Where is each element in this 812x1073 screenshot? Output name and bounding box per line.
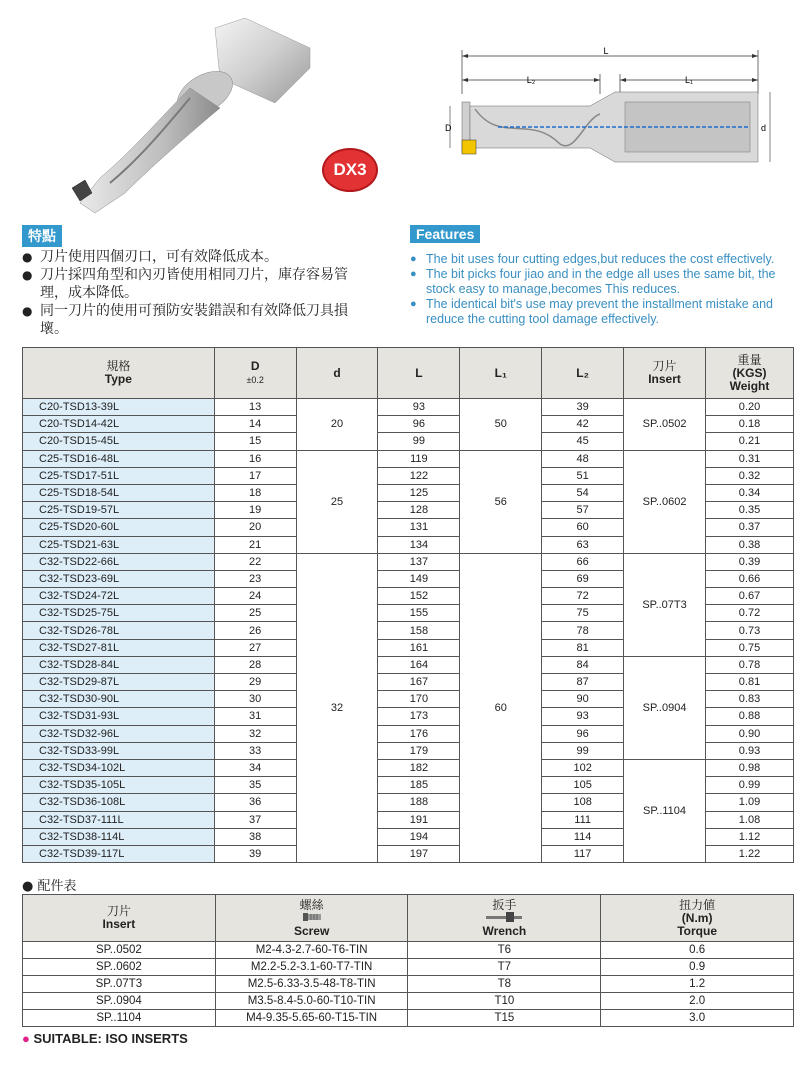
cell-weight: 1.22 [706, 845, 794, 862]
cell-D: 16 [214, 450, 296, 467]
table-row [23, 993, 794, 1010]
cell-D: 36 [214, 794, 296, 811]
cell-L2: 99 [542, 742, 624, 759]
cell-L: 194 [378, 828, 460, 845]
dim-label-l1: L₁ [684, 75, 694, 85]
cell-L2: 84 [542, 656, 624, 673]
acc-header-torque: 扭力値 (N.m) Torque [601, 895, 794, 942]
cell-type: C32-TSD39-117L [23, 845, 215, 862]
acc-cell-wrench: T15 [408, 1010, 601, 1027]
acc-cell-screw: M2.5-6.33-3.5-48-T8-TIN [215, 976, 408, 993]
cell-D: 39 [214, 845, 296, 862]
cell-weight: 0.34 [706, 484, 794, 501]
cell-L: 96 [378, 416, 460, 433]
cell-type: C32-TSD26-78L [23, 622, 215, 639]
cell-L2: 42 [542, 416, 624, 433]
cell-weight: 0.78 [706, 656, 794, 673]
suitable-note: ● SUITABLE: ISO INSERTS [22, 1031, 188, 1046]
cell-weight: 0.66 [706, 570, 794, 587]
cell-insert: SP..0904 [624, 656, 706, 759]
cell-L2: 105 [542, 777, 624, 794]
table-row [23, 399, 794, 416]
cell-L: 191 [378, 811, 460, 828]
spec-table [22, 347, 794, 863]
cell-weight: 0.31 [706, 450, 794, 467]
dim-label-D: D [445, 123, 452, 133]
cell-type: C32-TSD38-114L [23, 828, 215, 845]
cell-type: C20-TSD15-45L [23, 433, 215, 450]
dim-label-l: L [603, 46, 609, 56]
cell-weight: 0.21 [706, 433, 794, 450]
dimension-diagram [440, 44, 780, 174]
cell-insert: SP..1104 [624, 759, 706, 862]
cell-type: C32-TSD27-81L [23, 639, 215, 656]
wrench-icon [486, 912, 522, 922]
cell-L2: 63 [542, 536, 624, 553]
cell-D: 26 [214, 622, 296, 639]
cell-L2: 111 [542, 811, 624, 828]
acc-cell-wrench: T7 [408, 959, 601, 976]
cell-L: 128 [378, 502, 460, 519]
cell-L: 173 [378, 708, 460, 725]
cell-L: 167 [378, 674, 460, 691]
cell-type: C25-TSD19-57L [23, 502, 215, 519]
cell-L2: 72 [542, 588, 624, 605]
cell-L1: 60 [460, 553, 542, 862]
cell-D: 13 [214, 399, 296, 416]
acc-cell-wrench: T10 [408, 993, 601, 1010]
cell-L: 137 [378, 553, 460, 570]
accessories-table-body [23, 942, 794, 1027]
cell-weight: 0.81 [706, 674, 794, 691]
table-row [23, 1010, 794, 1027]
cell-D: 24 [214, 588, 296, 605]
feature-zh-item: ● 刀片採四角型和內刃皆使用相同刀片，庫存容易管理，成本降低。 [22, 266, 357, 302]
acc-cell-torque: 1.2 [601, 976, 794, 993]
cell-weight: 0.20 [706, 399, 794, 416]
cell-D: 21 [214, 536, 296, 553]
cell-L: 152 [378, 588, 460, 605]
acc-cell-screw: M2.2-5.2-3.1-60-T7-TIN [215, 959, 408, 976]
cell-L: 158 [378, 622, 460, 639]
cell-insert: SP..07T3 [624, 553, 706, 656]
cell-D: 27 [214, 639, 296, 656]
header-d: d [296, 348, 378, 399]
cell-type: C32-TSD36-108L [23, 794, 215, 811]
header-type: 規格 Type [23, 348, 215, 399]
cell-type: C32-TSD34-102L [23, 759, 215, 776]
cell-L2: 39 [542, 399, 624, 416]
cell-type: C32-TSD30-90L [23, 691, 215, 708]
cell-D: 20 [214, 519, 296, 536]
cell-D: 32 [214, 725, 296, 742]
cell-weight: 0.37 [706, 519, 794, 536]
cell-weight: 0.83 [706, 691, 794, 708]
cell-L2: 96 [542, 725, 624, 742]
cell-L: 176 [378, 725, 460, 742]
feature-en-item: ● The bit uses four cutting edges,but reduces the cost effectively. [410, 252, 795, 267]
cell-L1: 50 [460, 399, 542, 451]
cell-weight: 0.75 [706, 639, 794, 656]
cell-L: 188 [378, 794, 460, 811]
cell-L2: 48 [542, 450, 624, 467]
dim-label-l2: L₂ [526, 75, 536, 85]
cell-weight: 0.35 [706, 502, 794, 519]
cell-insert: SP..0602 [624, 450, 706, 553]
acc-cell-insert: SP..07T3 [23, 976, 216, 993]
acc-cell-torque: 3.0 [601, 1010, 794, 1027]
cell-weight: 0.99 [706, 777, 794, 794]
features-en-title: Features [410, 225, 480, 243]
table-row [23, 450, 794, 467]
acc-header-wrench: 扳手 Wrench [408, 895, 601, 942]
feature-en-item: ● The bit picks four jiao and in the edge all uses the same bit, the stock easy to manage,becomes This reduces. [410, 267, 795, 297]
cell-D: 34 [214, 759, 296, 776]
cell-type: C32-TSD32-96L [23, 725, 215, 742]
table-row [23, 959, 794, 976]
cell-L: 161 [378, 639, 460, 656]
cell-d: 25 [296, 450, 378, 553]
cell-weight: 0.72 [706, 605, 794, 622]
header-L2: L₂ [542, 348, 624, 399]
cell-D: 28 [214, 656, 296, 673]
cell-type: C25-TSD18-54L [23, 484, 215, 501]
cell-D: 31 [214, 708, 296, 725]
drill-product-image [40, 8, 340, 228]
feature-en-item: ● The identical bit's use may prevent the installment mistake and reduce the cutting tool damage effectively. [410, 297, 795, 327]
cell-D: 37 [214, 811, 296, 828]
cell-L2: 66 [542, 553, 624, 570]
spec-table-body [23, 399, 794, 863]
cell-weight: 0.98 [706, 759, 794, 776]
cell-L2: 81 [542, 639, 624, 656]
cell-type: C25-TSD16-48L [23, 450, 215, 467]
cell-D: 29 [214, 674, 296, 691]
cell-L1: 56 [460, 450, 542, 553]
cell-weight: 0.39 [706, 553, 794, 570]
dim-label-d: d [761, 123, 767, 133]
acc-cell-insert: SP..0904 [23, 993, 216, 1010]
screw-icon [303, 912, 321, 922]
cell-L2: 57 [542, 502, 624, 519]
dx3-badge: DX3 [322, 148, 378, 192]
cell-type: C32-TSD29-87L [23, 674, 215, 691]
cell-D: 17 [214, 467, 296, 484]
cell-L2: 75 [542, 605, 624, 622]
acc-cell-torque: 2.0 [601, 993, 794, 1010]
cell-L2: 90 [542, 691, 624, 708]
cell-type: C32-TSD28-84L [23, 656, 215, 673]
cell-L2: 69 [542, 570, 624, 587]
cell-L: 155 [378, 605, 460, 622]
cell-L: 134 [378, 536, 460, 553]
cell-weight: 1.09 [706, 794, 794, 811]
cell-D: 19 [214, 502, 296, 519]
header-insert: 刀片 Insert [624, 348, 706, 399]
accessories-title: ● 配件表 [22, 879, 77, 894]
cell-L2: 114 [542, 828, 624, 845]
cell-weight: 0.18 [706, 416, 794, 433]
cell-type: C25-TSD21-63L [23, 536, 215, 553]
cell-D: 38 [214, 828, 296, 845]
cell-type: C20-TSD13-39L [23, 399, 215, 416]
cell-L2: 60 [542, 519, 624, 536]
cell-L2: 108 [542, 794, 624, 811]
cell-L2: 54 [542, 484, 624, 501]
acc-cell-wrench: T8 [408, 976, 601, 993]
cell-weight: 0.88 [706, 708, 794, 725]
cell-d: 20 [296, 399, 378, 451]
cell-weight: 0.67 [706, 588, 794, 605]
table-row [23, 656, 794, 673]
cell-L: 182 [378, 759, 460, 776]
feature-zh-item: ● 刀片使用四個刃口，可有效降低成本。 [22, 248, 357, 266]
cell-D: 30 [214, 691, 296, 708]
header-weight: 重量 (KGS) Weight [706, 348, 794, 399]
cell-D: 15 [214, 433, 296, 450]
cell-L: 99 [378, 433, 460, 450]
cell-L: 170 [378, 691, 460, 708]
cell-D: 25 [214, 605, 296, 622]
header-L: L [378, 348, 460, 399]
cell-L: 164 [378, 656, 460, 673]
cell-weight: 1.12 [706, 828, 794, 845]
cell-type: C25-TSD17-51L [23, 467, 215, 484]
cell-L: 185 [378, 777, 460, 794]
table-row [23, 942, 794, 959]
cell-L: 197 [378, 845, 460, 862]
cell-type: C32-TSD31-93L [23, 708, 215, 725]
acc-cell-insert: SP..1104 [23, 1010, 216, 1027]
features-zh-title: 特點 [22, 225, 62, 247]
cell-D: 14 [214, 416, 296, 433]
accessories-table [22, 894, 794, 1027]
cell-type: C32-TSD33-99L [23, 742, 215, 759]
cell-type: C32-TSD23-69L [23, 570, 215, 587]
cell-L2: 78 [542, 622, 624, 639]
cell-D: 33 [214, 742, 296, 759]
table-row [23, 759, 794, 776]
cell-weight: 0.90 [706, 725, 794, 742]
cell-type: C20-TSD14-42L [23, 416, 215, 433]
cell-D: 18 [214, 484, 296, 501]
cell-insert: SP..0502 [624, 399, 706, 451]
cell-L2: 87 [542, 674, 624, 691]
acc-cell-insert: SP..0602 [23, 959, 216, 976]
cell-L: 125 [378, 484, 460, 501]
cell-type: C32-TSD37-111L [23, 811, 215, 828]
cell-D: 23 [214, 570, 296, 587]
features-zh-list [22, 248, 357, 338]
feature-zh-item: ● 同一刀片的使用可預防安裝錯誤和有效降低刀具損壞。 [22, 302, 357, 338]
header-D: D ±0.2 [214, 348, 296, 399]
cell-weight: 0.73 [706, 622, 794, 639]
features-en-list [410, 252, 795, 327]
acc-cell-screw: M3.5-8.4-5.0-60-T10-TIN [215, 993, 408, 1010]
table-row [23, 553, 794, 570]
cell-L2: 93 [542, 708, 624, 725]
cell-D: 22 [214, 553, 296, 570]
cell-L2: 102 [542, 759, 624, 776]
cell-L: 122 [378, 467, 460, 484]
cell-type: C32-TSD25-75L [23, 605, 215, 622]
cell-L2: 117 [542, 845, 624, 862]
cell-d: 32 [296, 553, 378, 862]
acc-header-insert: 刀片 Insert [23, 895, 216, 942]
acc-cell-torque: 0.9 [601, 959, 794, 976]
table-row [23, 976, 794, 993]
acc-header-screw: 螺絲 Screw [215, 895, 408, 942]
cell-L: 179 [378, 742, 460, 759]
cell-L2: 45 [542, 433, 624, 450]
cell-weight: 0.32 [706, 467, 794, 484]
header-L1: L₁ [460, 348, 542, 399]
cell-type: C32-TSD24-72L [23, 588, 215, 605]
cell-type: C25-TSD20-60L [23, 519, 215, 536]
cell-type: C32-TSD35-105L [23, 777, 215, 794]
cell-L2: 51 [542, 467, 624, 484]
cell-L: 131 [378, 519, 460, 536]
acc-cell-screw: M4-9.35-5.65-60-T15-TIN [215, 1010, 408, 1027]
cell-L: 149 [378, 570, 460, 587]
cell-type: C32-TSD22-66L [23, 553, 215, 570]
cell-weight: 0.93 [706, 742, 794, 759]
acc-cell-screw: M2-4.3-2.7-60-T6-TIN [215, 942, 408, 959]
acc-cell-torque: 0.6 [601, 942, 794, 959]
acc-cell-insert: SP..0502 [23, 942, 216, 959]
acc-cell-wrench: T6 [408, 942, 601, 959]
cell-L: 93 [378, 399, 460, 416]
cell-D: 35 [214, 777, 296, 794]
cell-L: 119 [378, 450, 460, 467]
cell-weight: 0.38 [706, 536, 794, 553]
cell-weight: 1.08 [706, 811, 794, 828]
